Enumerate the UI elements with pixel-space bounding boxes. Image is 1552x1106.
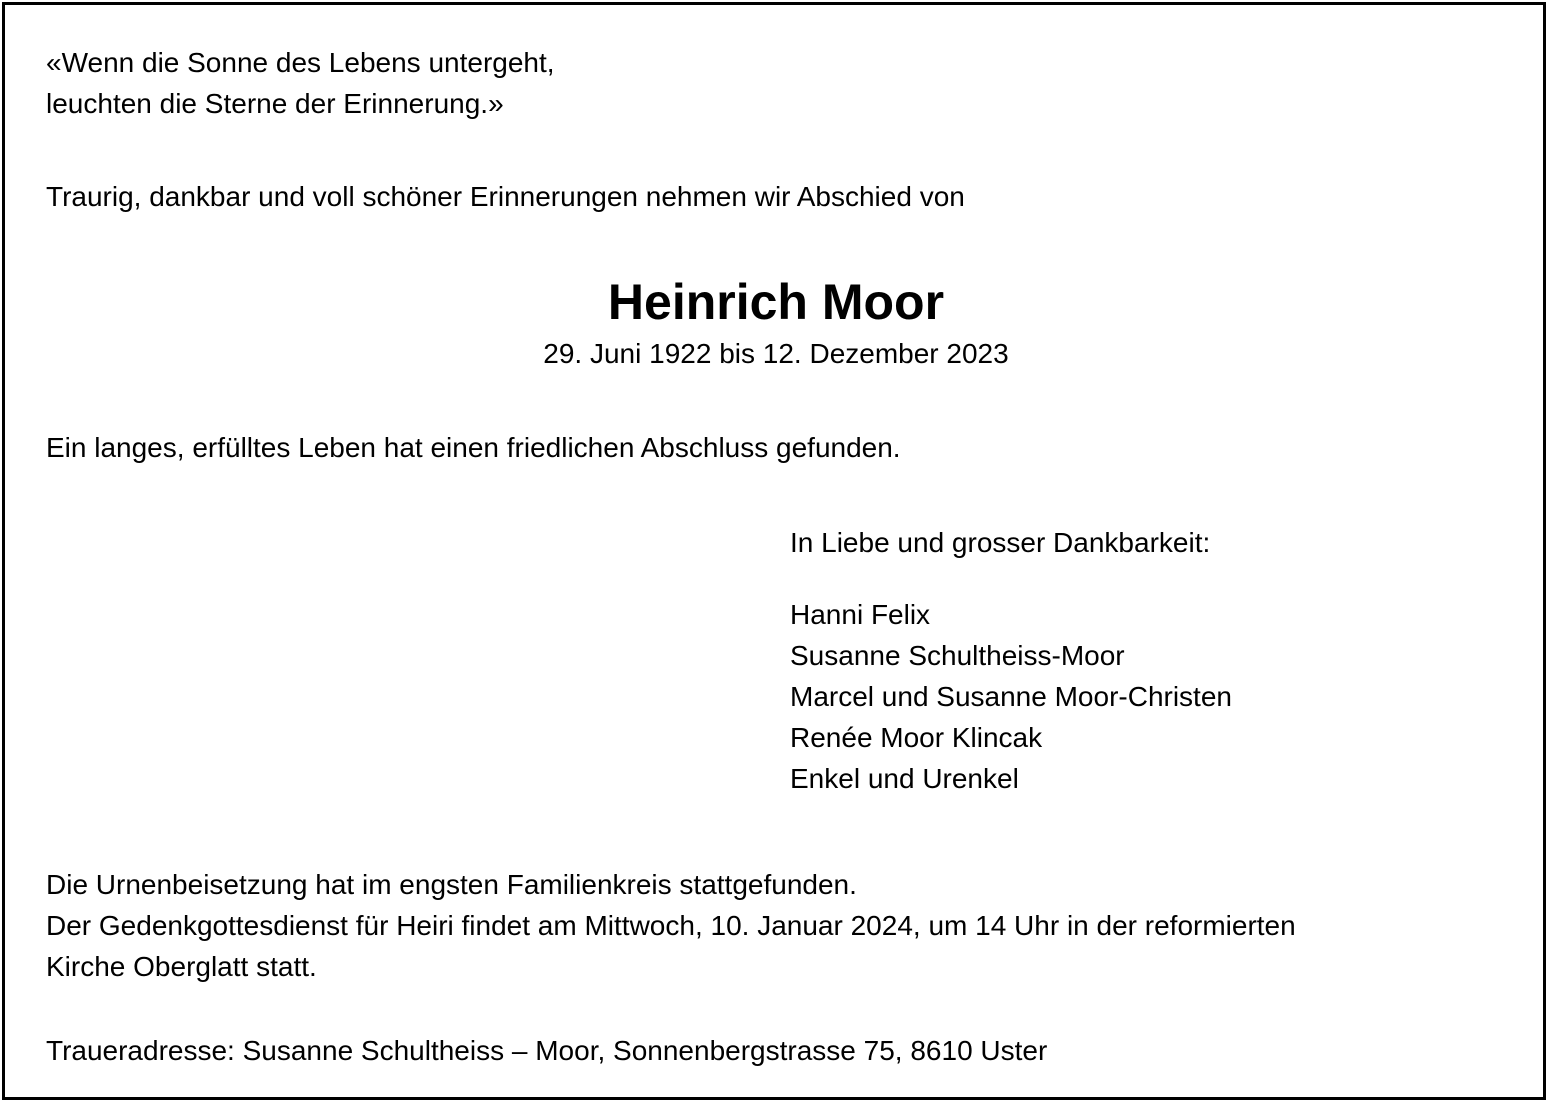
mourner-item: Enkel und Urenkel (790, 763, 1019, 794)
mourning-address: Traueradresse: Susanne Schultheiss – Moor, Sonnenbergstrasse 75, 8610 Uster (46, 1035, 1048, 1066)
life-statement: Ein langes, erfülltes Leben hat einen friedlichen Abschluss gefunden. (46, 432, 901, 463)
quote-line-2: leuchten die Sterne der Erinnerung.» (46, 88, 504, 119)
mourner-item: Susanne Schultheiss-Moor (790, 640, 1125, 671)
mourner-item: Renée Moor Klincak (790, 722, 1043, 753)
burial-note: Die Urnenbeisetzung hat im engsten Familienkreis stattgefunden. (46, 869, 857, 900)
quote-line-1: «Wenn die Sonne des Lebens untergeht, (46, 47, 555, 78)
service-line-1: Der Gedenkgottesdienst für Heiri findet am Mittwoch, 10. Januar 2024, um 14 Uhr in der reformierten (46, 910, 1296, 941)
deceased-name: Heinrich Moor (607, 274, 945, 330)
mourners-list (790, 594, 1232, 799)
mourner-item: Hanni Felix (790, 599, 931, 630)
intro-text: Traurig, dankbar und voll schöner Erinnerungen nehmen wir Abschied von (46, 181, 965, 212)
epigraph-quote (46, 42, 555, 124)
mourner-item: Marcel und Susanne Moor-Christen (790, 681, 1232, 712)
memorial-service-note (46, 905, 1486, 987)
mourners-heading: In Liebe und grosser Dankbarkeit: (790, 527, 1211, 558)
service-line-2: Kirche Oberglatt statt. (46, 951, 317, 982)
life-dates: 29. Juni 1922 bis 12. Dezember 2023 (543, 338, 1009, 369)
